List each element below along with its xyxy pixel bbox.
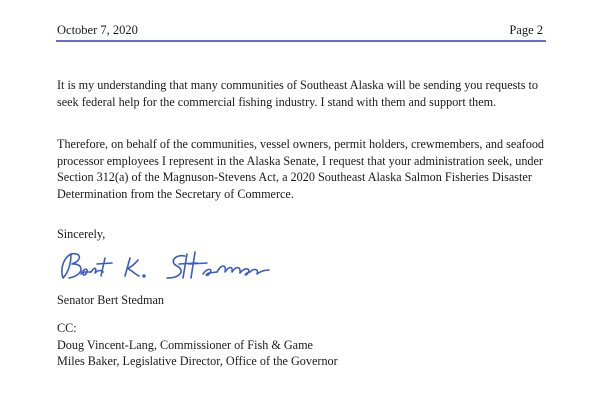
closing-salutation: Sincerely,	[57, 227, 106, 241]
letter-date: October 7, 2020	[57, 23, 138, 37]
header-divider	[56, 40, 546, 42]
cc-recipient: Miles Baker, Legislative Director, Office of the Governor	[57, 354, 338, 368]
cc-block	[57, 320, 557, 370]
cc-label: CC:	[57, 321, 77, 335]
page-number: Page 2	[509, 23, 543, 37]
page-header	[57, 21, 545, 39]
paragraph-2: Therefore, on behalf of the communities, vessel owners, permit holders, crewmembers, and seafood processor employees I represent in the Alaska Senate, I request that your administration seek, under Section 312(a) of the Magnuson-Stevens Act, a 2020 Southeast Alaska Salmon Fisheries Disaster Determination from the Secretary of Commerce.	[57, 137, 545, 201]
handwritten-signature	[57, 248, 272, 284]
cc-recipient: Doug Vincent-Lang, Commissioner of Fish & Game	[57, 337, 313, 352]
signer-name: Senator Bert Stedman	[57, 293, 164, 307]
paragraph-1: It is my understanding that many communities of Southeast Alaska will be sending you requests to seek federal help for the commercial fishing industry. I stand with them and support them.	[57, 78, 539, 109]
